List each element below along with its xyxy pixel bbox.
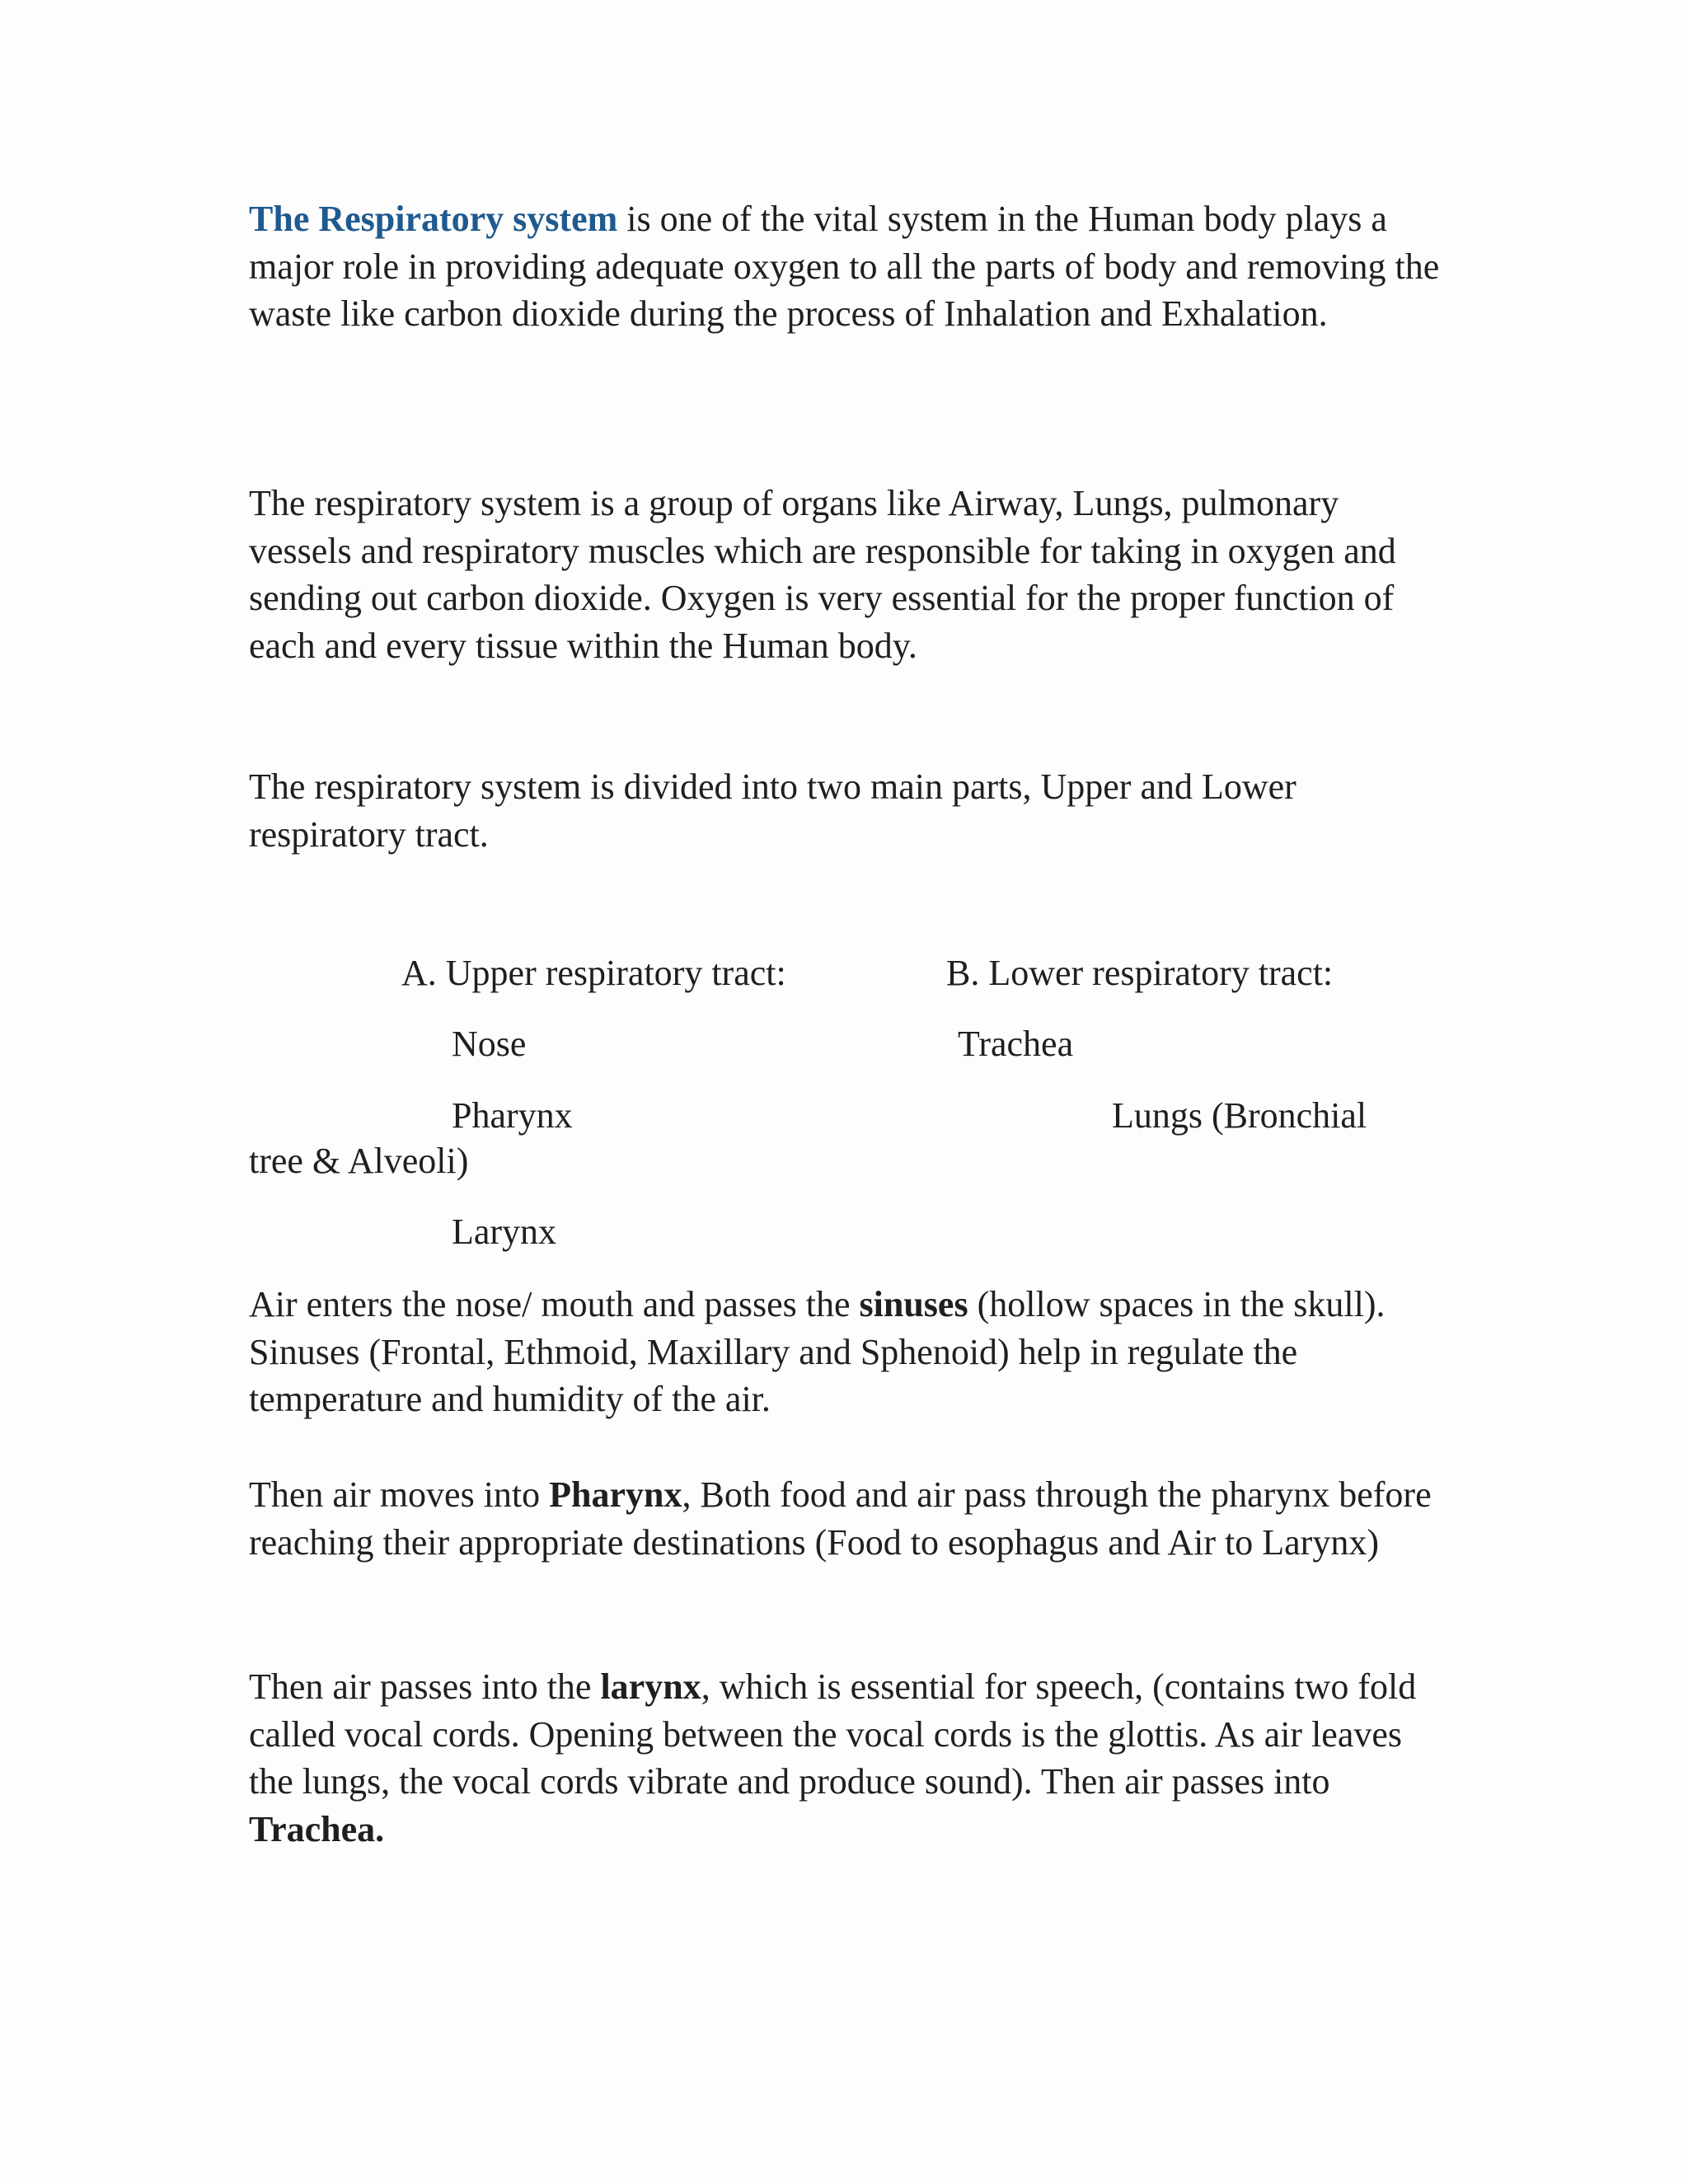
upper-item-larynx: Larynx	[452, 1212, 557, 1252]
pharynx-term: Pharynx	[549, 1474, 682, 1515]
lower-tract-heading: B. Lower respiratory tract:	[946, 953, 1334, 993]
division-paragraph: The respiratory system is divided into two main parts, Upper and Lower respiratory tract.	[249, 766, 1296, 855]
upper-item-pharynx: Pharynx	[452, 1095, 573, 1136]
intro-text: is one of the vital system in the Human body plays a major role in providing adequate oxygen to all the parts of body and removing the waste like carbon dioxide during the process of Inhalation and Exhalation.	[249, 199, 1440, 334]
organs-paragraph: The respiratory system is a group of organs like Airway, Lungs, pulmonary vessels and respiratory muscles which are responsible for taking in oxygen and sending out carbon dioxide. Oxygen is very essential for the proper function of each and every tissue within the Human body.	[249, 483, 1396, 666]
pharynx-paragraph	[249, 1471, 1444, 1566]
intro-paragraph	[249, 195, 1444, 338]
larynx-paragraph	[249, 1663, 1444, 1853]
lower-item-lungs: Lungs (Bronchial	[1112, 1095, 1367, 1136]
sinuses-text-post: (hollow spaces in the skull). Sinuses (Frontal, Ethmoid, Maxillary and Sphenoid) help in regulate the temperature and humidity of the air.	[249, 1284, 1386, 1419]
larynx-term: larynx	[600, 1666, 701, 1707]
lower-item-trachea: Trachea	[958, 1024, 1074, 1064]
upper-item-nose: Nose	[452, 1024, 527, 1064]
sinuses-paragraph	[249, 1281, 1444, 1423]
pharynx-text-pre: Then air moves into	[249, 1474, 550, 1515]
trachea-term: Trachea.	[249, 1808, 385, 1849]
larynx-text-pre: Then air passes into the	[249, 1666, 601, 1707]
pharynx-text-post: , Both food and air pass through the pharynx before reaching their appropriate destinations (Food to esophagus and Air to Larynx)	[249, 1474, 1432, 1563]
sinuses-term: sinuses	[859, 1284, 968, 1324]
sinuses-text-pre: Air enters the nose/ mouth and passes the	[249, 1284, 860, 1324]
lower-item-lungs-continued: tree & Alveoli)	[249, 1141, 469, 1181]
larynx-text-mid: , which is essential for speech, (contains two fold called vocal cords. Opening between the vocal cords is the glottis. As air leaves the lungs, the vocal cords vibrate and produce sound). Then air passes into	[249, 1666, 1417, 1802]
intro-lead-term: The Respiratory system	[249, 199, 618, 239]
upper-tract-heading: A. Upper respiratory tract:	[401, 953, 786, 993]
